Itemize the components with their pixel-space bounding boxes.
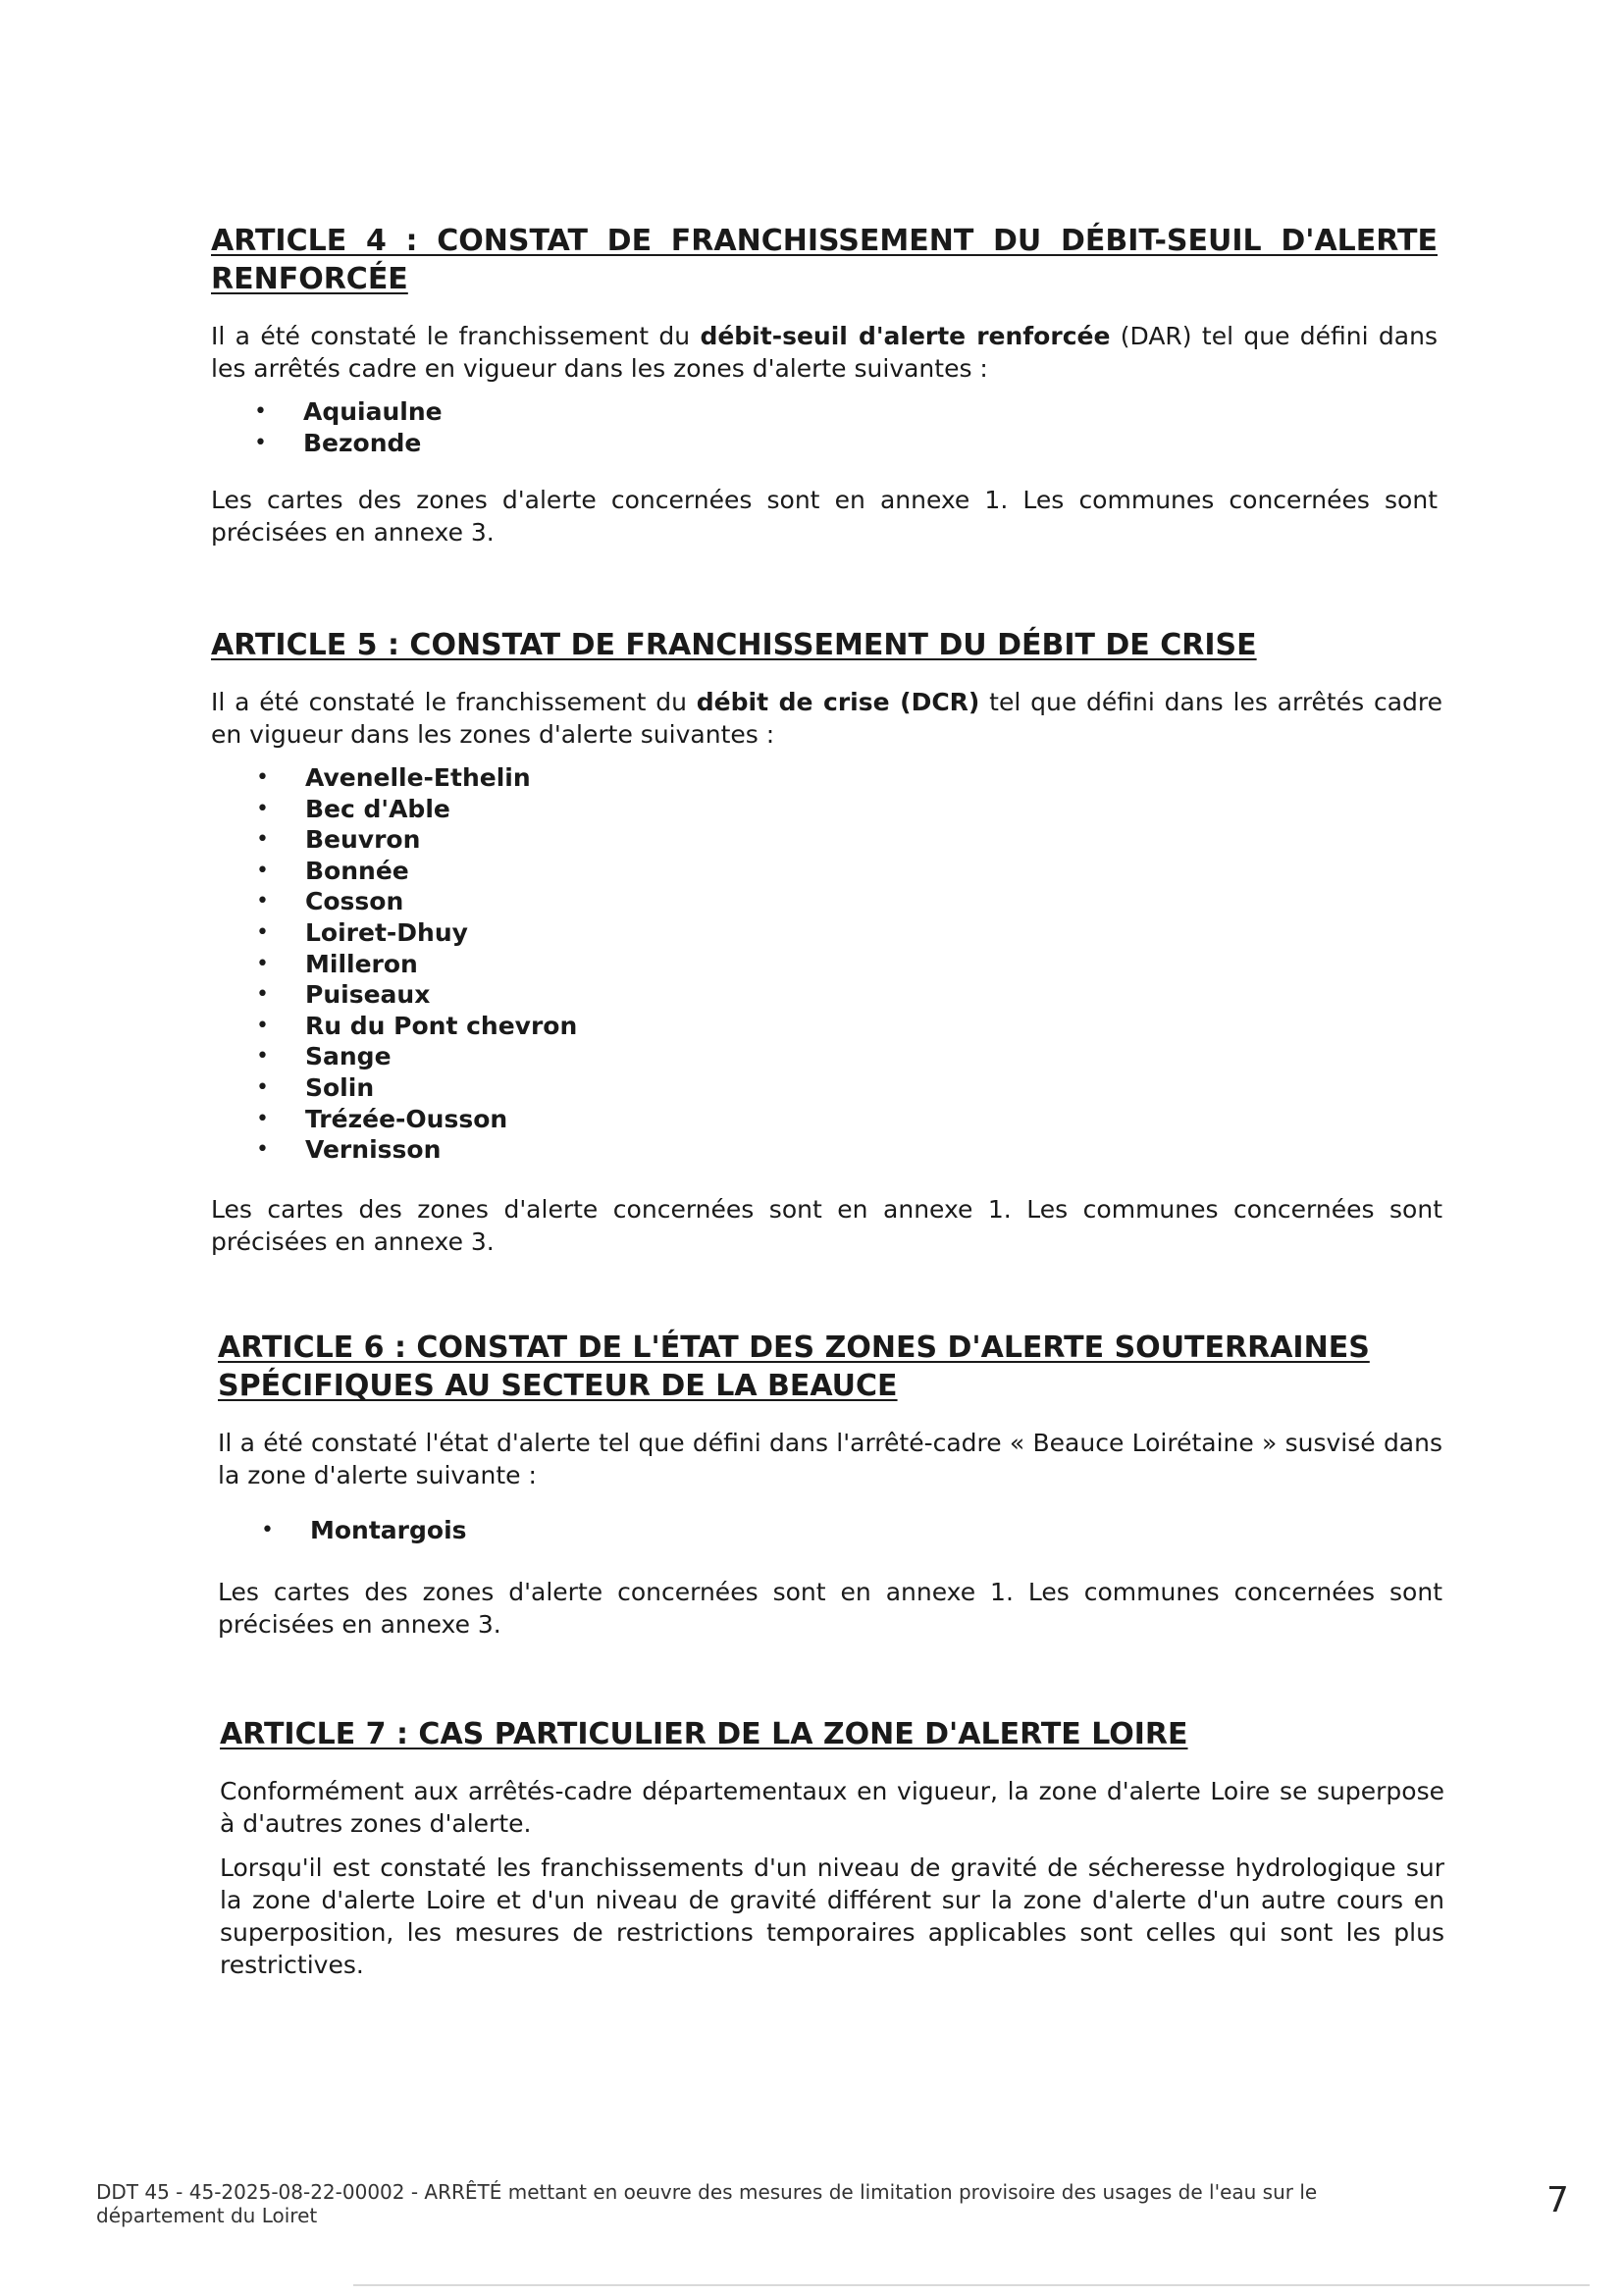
article-6 — [218, 1329, 1442, 1641]
article-4-intro-bold: débit-seuil d'alerte renforcée — [700, 322, 1111, 350]
article-4-zone-list — [254, 396, 1438, 458]
article-4-note: Les cartes des zones d'alerte concernées sont en annexe 1. Les communes concernées sont précisées en annexe 3. — [211, 486, 1438, 548]
article-4-title-line2: RENFORCÉE — [211, 262, 408, 296]
article-6-zone-list — [261, 1515, 1442, 1546]
list-item: • Bezonde — [254, 428, 1438, 459]
list-item: • Beuvron — [256, 824, 1442, 856]
list-item: • Trézée-Ousson — [256, 1104, 1442, 1135]
article-7 — [220, 1715, 1444, 1981]
article-6-intro: Il a été constaté l'état d'alerte tel que défini dans l'arrêté-cadre « Beauce Loirétaine » susvisé dans la zone d'alerte suivante : — [218, 1429, 1442, 1489]
article-4-intro: Il a été constaté le franchissement du débit-seuil d'alerte renforcée (DAR) tel que défini dans les arrêtés cadre en vigueur dans les zones d'alerte suivantes : — [211, 322, 1438, 383]
article-6-title-line2: SPÉCIFIQUES AU SECTEUR DE LA BEAUCE — [218, 1369, 898, 1403]
list-item: • Vernisson — [256, 1134, 1442, 1166]
bottom-divider — [353, 2284, 1590, 2286]
article-7-paragraph-1: Conformément aux arrêtés-cadre départementaux en vigueur, la zone d'alerte Loire se superpose à d'autres zones d'alerte. — [220, 1777, 1444, 1838]
article-5-intro-bold: débit de crise (DCR) — [696, 688, 980, 716]
list-item: • Puiseaux — [256, 979, 1442, 1011]
list-item: • Solin — [256, 1072, 1442, 1104]
article-6-note: Les cartes des zones d'alerte concernées sont en annexe 1. Les communes concernées sont précisées en annexe 3. — [218, 1577, 1442, 1639]
article-5-zone-list — [256, 762, 1442, 1166]
list-item: • Avenelle-Ethelin — [256, 762, 1442, 794]
article-7-title: ARTICLE 7 : CAS PARTICULIER DE LA ZONE D'ALERTE LOIRE — [220, 1717, 1188, 1751]
article-5-intro: Il a été constaté le franchissement du débit de crise (DCR) tel que défini dans les arrêtés cadre en vigueur dans les zones d'alerte suivantes : — [211, 688, 1443, 749]
list-item: • Bonnée — [256, 856, 1442, 887]
article-7-paragraph-2: Lorsqu'il est constaté les franchissements d'un niveau de gravité de sécheresse hydrologique sur la zone d'alerte Loire et d'un niveau de gravité différent sur la zone d'alerte d'un autre cours en superposition, les mesures de restrictions temporaires applicables sont celles qui sont les plus restrictives. — [220, 1853, 1444, 1979]
article-5 — [211, 626, 1442, 1258]
page-number: 7 — [1546, 2180, 1569, 2220]
article-5-title: ARTICLE 5 : CONSTAT DE FRANCHISSEMENT DU DÉBIT DE CRISE — [211, 628, 1257, 662]
article-4 — [211, 222, 1438, 548]
article-6-title-line1: ARTICLE 6 : CONSTAT DE L'ÉTAT DES ZONES D'ALERTE SOUTERRAINES — [218, 1331, 1370, 1365]
list-item: • Aquiaulne — [254, 396, 1438, 428]
list-item: • Ru du Pont chevron — [256, 1011, 1442, 1042]
list-item: • Sange — [256, 1041, 1442, 1072]
list-item: • Bec d'Able — [256, 794, 1442, 825]
article-5-note: Les cartes des zones d'alerte concernées sont en annexe 1. Les communes concernées sont précisées en annexe 3. — [211, 1194, 1442, 1256]
list-item: • Loiret-Dhuy — [256, 917, 1442, 949]
list-item: • Milleron — [256, 949, 1442, 980]
list-item: • Montargois — [261, 1515, 1442, 1546]
page-footer: DDT 45 - 45-2025-08-22-00002 - ARRÊTÉ mettant en oeuvre des mesures de limitation provisoire des usages de l'eau sur le département du Loiret — [96, 2180, 1318, 2227]
article-4-title-line1: ARTICLE 4 : CONSTAT DE FRANCHISSEMENT DU DÉBIT-SEUIL D'ALERTE — [211, 224, 1438, 258]
list-item: • Cosson — [256, 886, 1442, 917]
